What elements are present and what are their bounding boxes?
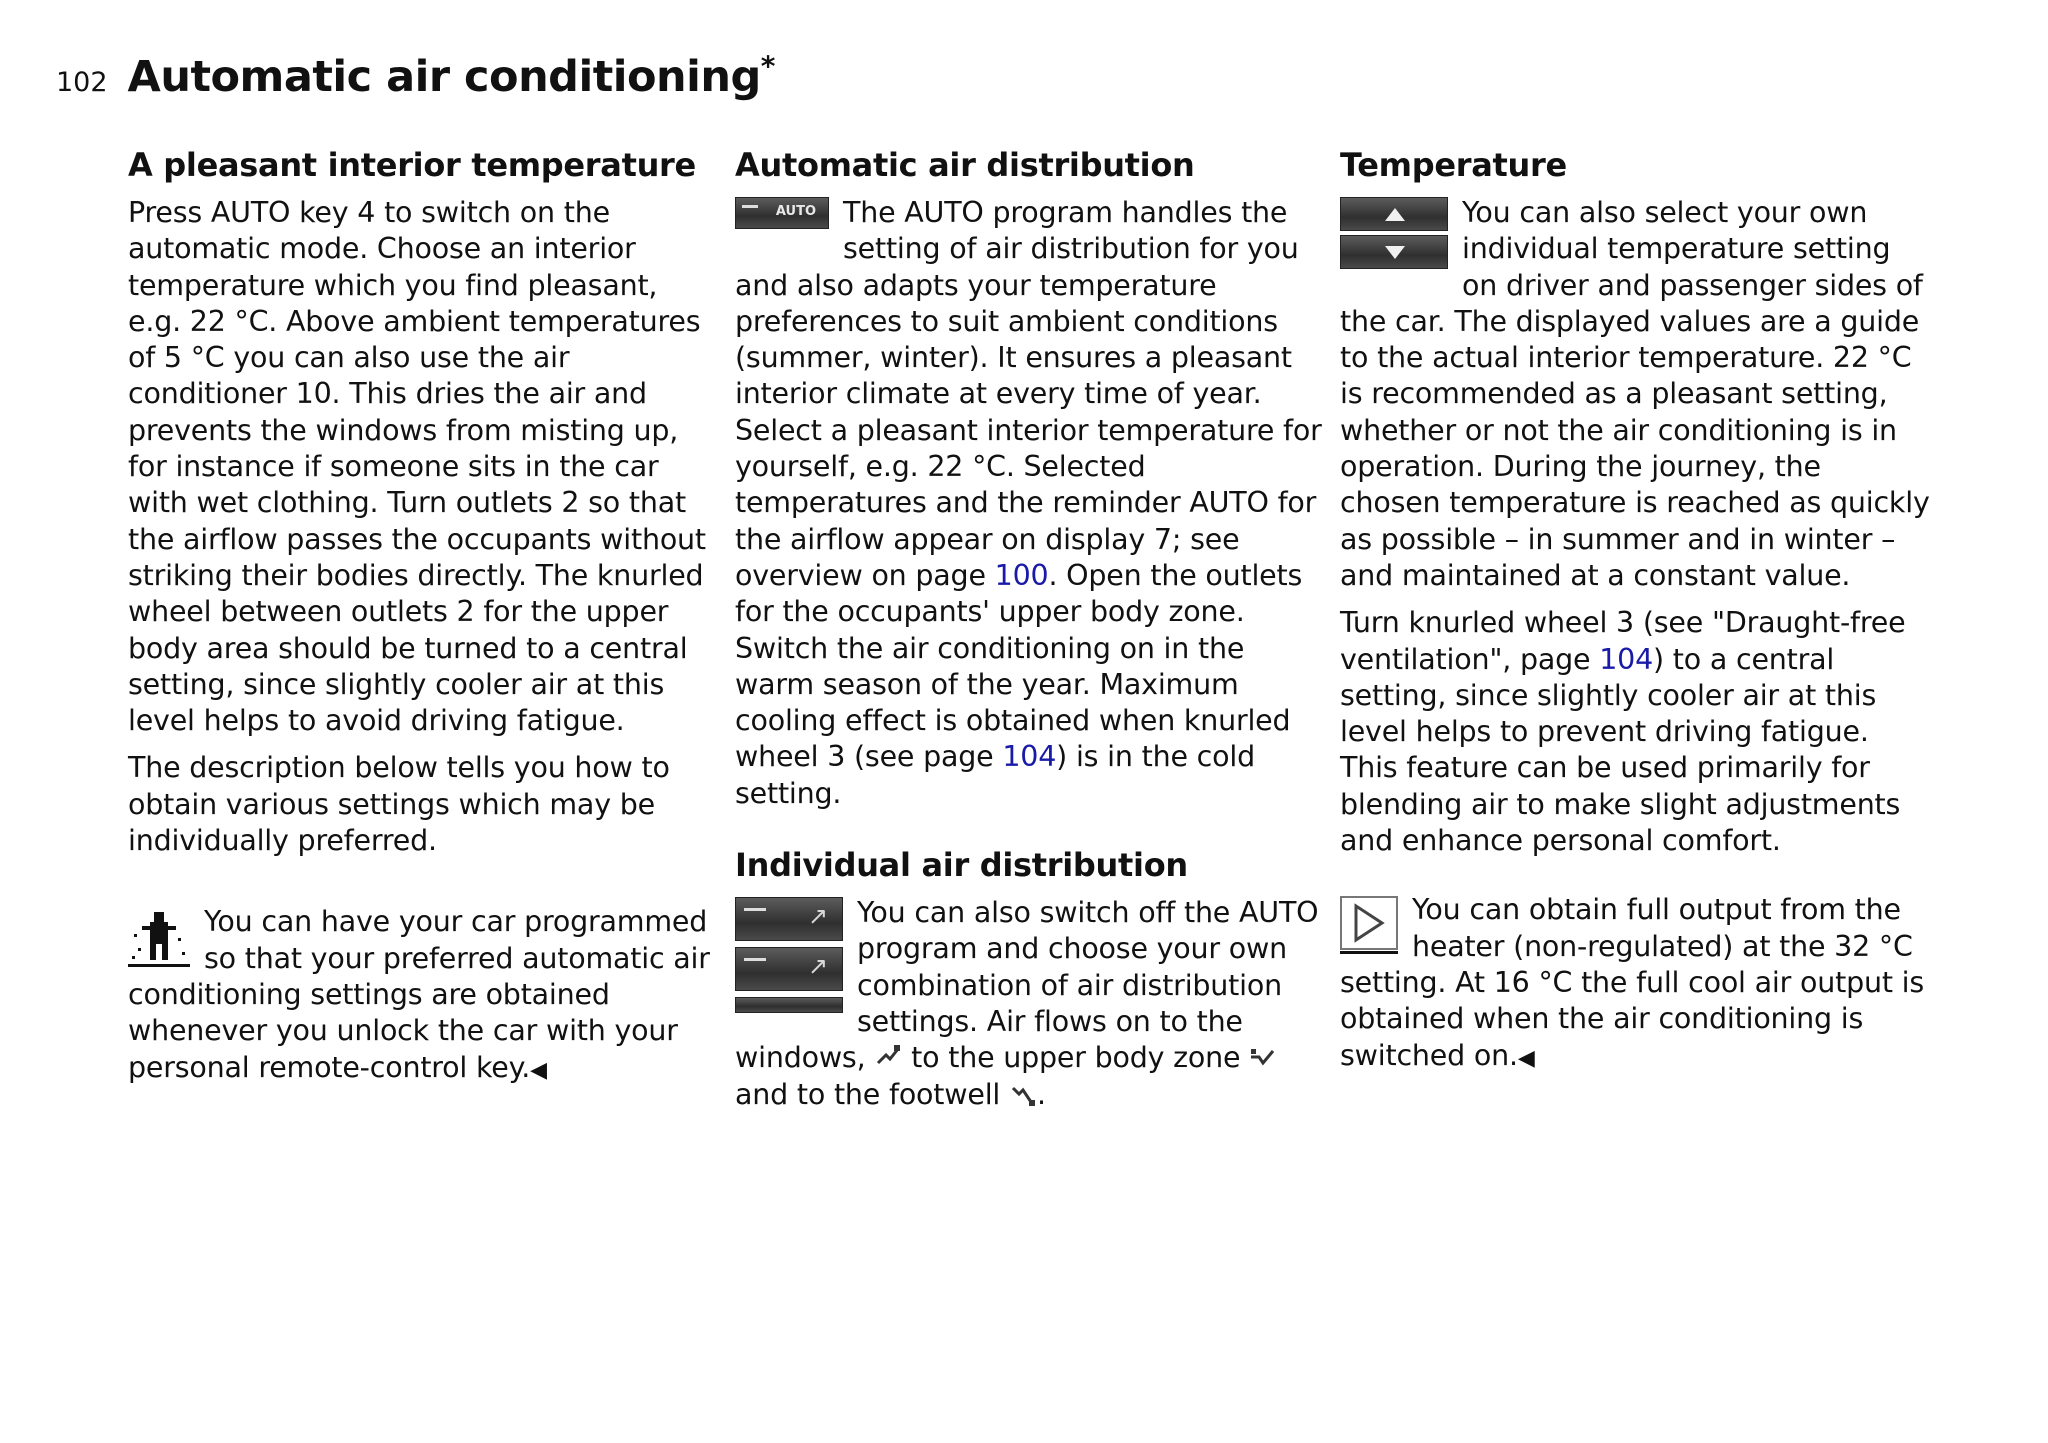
title-text: Automatic air conditioning <box>127 52 761 102</box>
paragraph-description: The description below tells you how to obtain various settings which may be individually preferred. <box>128 751 670 858</box>
arrow-down-icon <box>1385 246 1405 259</box>
windows-airflow-icon <box>1249 1043 1277 1071</box>
auto-block <box>735 195 1325 812</box>
column-2 <box>735 145 1325 1124</box>
spacer <box>735 823 1325 845</box>
heading-pleasant-temperature: A pleasant interior temperature <box>128 146 696 184</box>
note-body: You can obtain full output from the heater (non-regulated) at the 32 °C setting. At 16 °C the full cool air output is obtained when the air conditioning is switched on. <box>1340 893 1925 1072</box>
temperature-buttons <box>1340 197 1448 273</box>
end-mark-icon: ◀ <box>1517 1045 1535 1071</box>
individual-text-a: You can also switch off the AUTO program and choose your own combination of air distribution settings. Air flows on to the windows, <box>735 896 1319 1075</box>
paragraph-auto-mode: Press AUTO key 4 to switch on the automatic mode. Choose an interior temperature which you find pleasant, e.g. 22 °C. Above ambient temperatures of 5 °C you can also use the air conditioner 10. This dries the air and prevents the windows from misting up, for instance if someone sits in the car with wet clothing. Turn outlets 2 so that the airflow passes the occupants without striking their bodies directly. The knurled wheel between outlets 2 for the upper body area should be turned to a central setting, since slightly cooler air at this level helps to avoid driving fatigue. <box>128 196 706 738</box>
individual-text-d: . <box>1037 1077 1046 1111</box>
individual-text-b: to the upper body zone <box>902 1041 1250 1075</box>
page-link-104[interactable]: 104 <box>1002 740 1057 774</box>
paragraph-auto-program <box>735 195 1325 812</box>
auto-text-a: The AUTO program handles the setting of air distribution for you and also adapts your temperature preferences to suit ambient conditions (summer, winter). It ensures a pleasant interior climate at every time of year. Select a pleasant interior temperature for yourself, e.g. 22 °C. Selected temperatures and the reminder AUTO for the airflow appear on display 7; see overview on page <box>735 196 1322 592</box>
heading-auto-distribution: Automatic air distribution <box>735 146 1195 184</box>
upper-body-button-icon <box>735 947 843 991</box>
end-mark-icon: ◀ <box>530 1057 547 1083</box>
page-link-100[interactable]: 100 <box>994 558 1049 592</box>
paragraph-temperature: You can also select your own individual temperature setting on driver and passenger sides of the car. The displayed values are a guide to the actual interior temperature. 22 °C is recommended as a pleasant setting, whether or not the air conditioning is in operation. During the journey, the chosen temperature is reached as quickly as possible – in summer and in winter – and maintained at a constant value. <box>1340 196 1930 592</box>
individual-text-c: and to the footwell <box>735 1077 1010 1111</box>
note-text <box>1340 892 1930 1076</box>
footwell-button-icon <box>735 997 843 1013</box>
wheel-text-c: This feature can be used primarily for blending air to make slight adjustments and enhance personal comfort. <box>1340 751 1901 858</box>
page-number: 102 <box>56 67 108 98</box>
heading-individual-distribution: Individual air distribution <box>735 846 1188 885</box>
auto-key-label: AUTO <box>775 204 816 219</box>
page-link-104[interactable]: 104 <box>1599 642 1654 676</box>
paragraph-knurled-wheel <box>1340 605 1930 859</box>
auto-text-b: . Open the outlets for the occupants' upper body zone. Switch the air conditioning on in the warm season of the year. Maximum cooling effect is obtained when knurled wheel 3 (see page <box>735 558 1303 774</box>
column-1 <box>128 145 718 1100</box>
page-title <box>127 49 775 102</box>
arrow-up-icon <box>1385 208 1405 221</box>
upper-body-airflow-icon <box>874 1043 902 1071</box>
tip-block <box>128 904 718 1088</box>
spacer <box>1340 870 1930 892</box>
tip-text <box>128 904 718 1088</box>
wheel-text-b: ) to a central setting, since slightly cooler air at this level helps to prevent driving fatigue. <box>1340 642 1877 749</box>
column-3 <box>1340 145 1930 1088</box>
upper-body-airflow-icon: ↗ <box>807 952 828 981</box>
heading-temperature: Temperature <box>1340 146 1567 184</box>
temperature-up-button-icon <box>1340 197 1448 231</box>
individual-block <box>735 895 1325 1113</box>
footwell-airflow-icon <box>1009 1080 1037 1108</box>
windshield-airflow-icon: ↗ <box>807 902 828 931</box>
dash-mark <box>742 205 758 208</box>
windows-button-icon <box>735 897 843 941</box>
dash-mark <box>744 958 766 961</box>
note-triangle-icon <box>1340 896 1398 954</box>
wheel-text-a: Turn knurled wheel 3 (see "Draught-free ventilation", page <box>1340 606 1906 676</box>
auto-key-icon <box>735 197 829 229</box>
temperature-down-button-icon <box>1340 235 1448 269</box>
tip-person-icon <box>128 908 190 968</box>
page-header <box>56 49 775 102</box>
tip-body: You can have your car programmed so that your preferred automatic air conditioning settings are obtained whenever you unlock the car with your personal remote-control key. <box>128 905 710 1084</box>
dash-mark <box>744 908 766 911</box>
distribution-buttons <box>735 897 843 1019</box>
auto-text-c: ) is in the cold setting. <box>735 740 1255 810</box>
temperature-block <box>1340 195 1930 594</box>
spacer <box>128 870 718 904</box>
title-asterisk: * <box>760 49 775 83</box>
note-block <box>1340 892 1930 1076</box>
